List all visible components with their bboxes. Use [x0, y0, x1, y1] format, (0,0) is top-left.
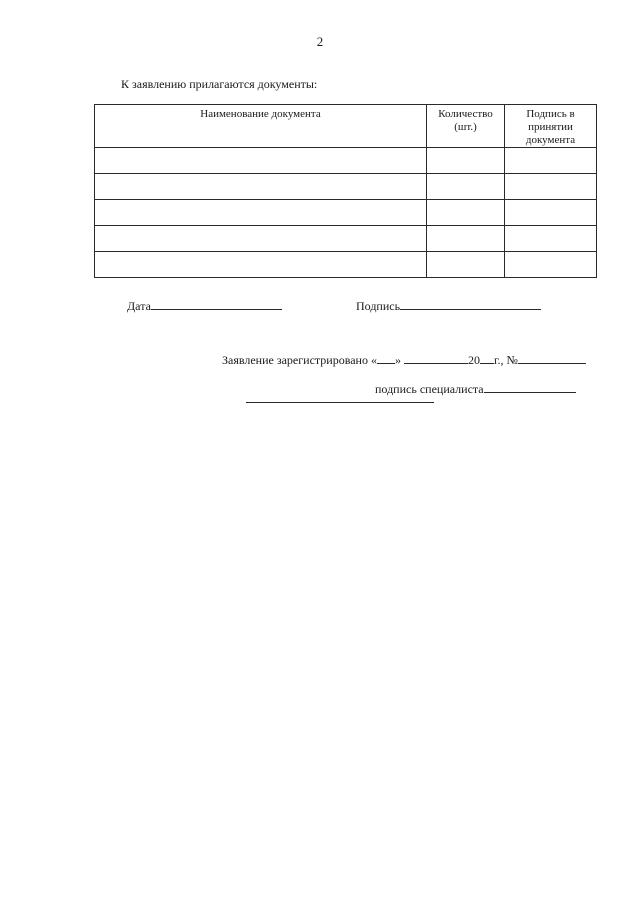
cell-document-name[interactable] — [95, 148, 427, 174]
header-signature-line1: Подпись в — [526, 108, 575, 120]
cell-quantity[interactable] — [427, 200, 505, 226]
cell-quantity[interactable] — [427, 148, 505, 174]
cell-quantity[interactable] — [427, 252, 505, 278]
date-label: Дата — [127, 299, 151, 313]
cell-signature[interactable] — [505, 200, 597, 226]
specialist-name-blank[interactable] — [246, 402, 434, 403]
documents-table — [94, 104, 597, 278]
cell-document-name[interactable] — [95, 200, 427, 226]
header-quantity-line2: (шт.) — [454, 121, 477, 133]
date-blank[interactable] — [151, 297, 282, 310]
registration-year-blank[interactable] — [480, 351, 494, 364]
cell-document-name[interactable] — [95, 174, 427, 200]
registration-day-blank[interactable] — [377, 351, 395, 364]
table-row — [95, 252, 597, 278]
cell-quantity[interactable] — [427, 174, 505, 200]
signature-blank[interactable] — [400, 297, 541, 310]
specialist-label: подпись специалиста — [375, 382, 484, 396]
header-signature-line2: принятии — [528, 121, 573, 133]
table-row — [95, 200, 597, 226]
date-field — [127, 297, 282, 314]
cell-signature[interactable] — [505, 252, 597, 278]
registration-year-prefix: 20 — [467, 353, 480, 367]
registration-quote-close: » — [394, 353, 401, 367]
table-row — [95, 148, 597, 174]
cell-signature[interactable] — [505, 174, 597, 200]
cell-document-name[interactable] — [95, 252, 427, 278]
cell-signature[interactable] — [505, 226, 597, 252]
registration-month-blank[interactable] — [404, 351, 468, 364]
specialist-signature-blank[interactable] — [484, 380, 576, 393]
cell-quantity[interactable] — [427, 226, 505, 252]
signature-label: Подпись — [356, 299, 401, 313]
attachments-intro: К заявлению прилагаются документы: — [121, 77, 318, 91]
registration-year-suffix: г., № — [493, 353, 519, 367]
specialist-signature-field — [375, 380, 576, 397]
header-document-name — [95, 105, 427, 148]
page-number: 2 — [316, 34, 324, 49]
table-row — [95, 226, 597, 252]
signature-field — [356, 297, 541, 314]
header-acceptance-signature — [505, 105, 597, 148]
header-signature-line3: документа — [525, 134, 576, 146]
header-quantity-line1: Количество — [438, 108, 493, 120]
cell-document-name[interactable] — [95, 226, 427, 252]
table-header-row — [95, 105, 597, 148]
table-row — [95, 174, 597, 200]
cell-signature[interactable] — [505, 148, 597, 174]
header-document-name-text: Наименование документа — [200, 108, 321, 120]
registration-field — [222, 351, 586, 368]
registration-number-blank[interactable] — [518, 351, 586, 364]
header-quantity — [427, 105, 505, 148]
registration-prefix: Заявление зарегистрировано « — [222, 353, 377, 367]
